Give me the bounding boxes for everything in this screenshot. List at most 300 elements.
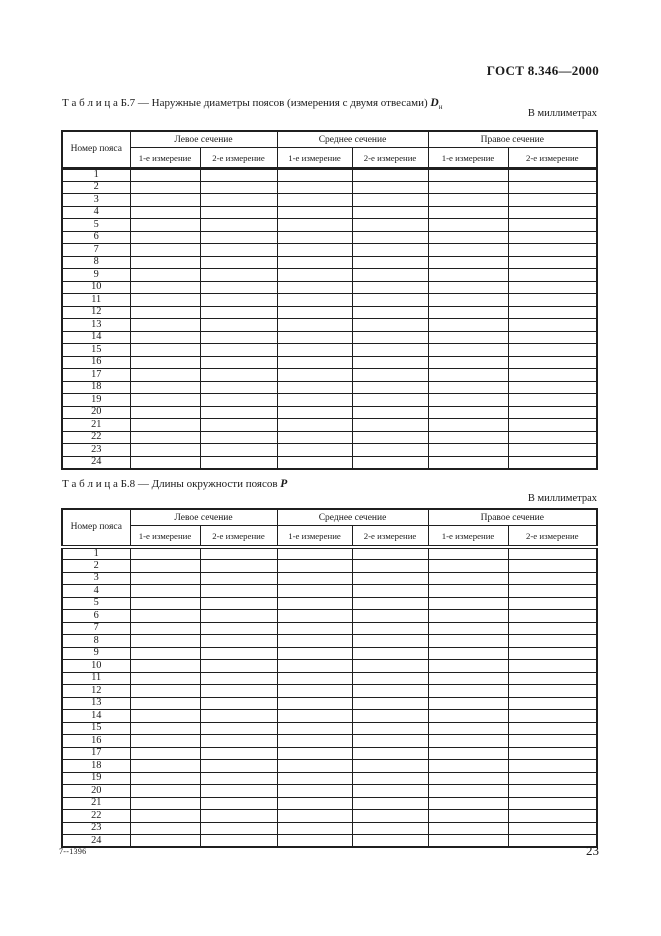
row-number: 1 (62, 169, 130, 182)
measurement-cell-empty (428, 822, 508, 835)
measurement-cell-empty (508, 585, 597, 598)
table-row (62, 585, 597, 598)
measurement-cell-empty (277, 231, 352, 244)
measurement-cell-empty (508, 194, 597, 207)
measurement-cell-empty (352, 547, 428, 560)
measurement-cell-empty (508, 647, 597, 660)
measurement-cell-empty (508, 169, 597, 182)
row-number: 10 (62, 660, 130, 673)
measurement-cell-empty (200, 406, 277, 419)
table-row (62, 822, 597, 835)
row-number: 1 (62, 547, 130, 560)
table-row (62, 785, 597, 798)
measurement-cell-empty (130, 647, 200, 660)
measurement-cell-empty (277, 747, 352, 760)
row-number: 15 (62, 722, 130, 735)
measurement-cell-empty (200, 810, 277, 823)
measurement-cell-empty (428, 356, 508, 369)
measurement-cell-empty (352, 647, 428, 660)
table-row (62, 572, 597, 585)
row-number: 22 (62, 810, 130, 823)
measurement-cell-empty (130, 710, 200, 723)
table-b7-symbol-subscript: н (438, 103, 443, 112)
column-header-belt-number: Номер пояса (62, 131, 130, 169)
measurement-cell-empty (508, 231, 597, 244)
table-b7-body (62, 169, 597, 469)
measurement-cell-empty (428, 444, 508, 457)
measurement-cell-empty (200, 369, 277, 382)
row-number: 21 (62, 419, 130, 432)
measurement-cell-empty (428, 181, 508, 194)
measurement-cell-empty (352, 760, 428, 773)
table-row (62, 419, 597, 432)
table-b7-units-note: В миллиметрах (527, 108, 597, 119)
measurement-cell-empty (277, 610, 352, 623)
measurement-cell-empty (508, 319, 597, 332)
measurement-cell-empty (200, 431, 277, 444)
measurement-cell-empty (508, 697, 597, 710)
row-number: 3 (62, 572, 130, 585)
measurement-cell-empty (277, 597, 352, 610)
table-row (62, 344, 597, 357)
measurement-cell-empty (428, 256, 508, 269)
measurement-cell-empty (428, 585, 508, 598)
print-order-mark: 7--1396 (59, 847, 87, 856)
measurement-cell-empty (200, 269, 277, 282)
measurement-cell-empty (277, 710, 352, 723)
measurement-cell-empty (200, 394, 277, 407)
measurement-cell-empty (508, 685, 597, 698)
measurement-cell-empty (508, 722, 597, 735)
row-number: 5 (62, 219, 130, 232)
measurement-cell-empty (508, 660, 597, 673)
measurement-cell-empty (200, 294, 277, 307)
row-number: 7 (62, 622, 130, 635)
measurement-cell-empty (200, 710, 277, 723)
measurement-cell-empty (200, 244, 277, 257)
table-row (62, 547, 597, 560)
measurement-cell-empty (200, 685, 277, 698)
row-number: 13 (62, 319, 130, 332)
table-row (62, 456, 597, 469)
measurement-cell-empty (352, 444, 428, 457)
table-b7-caption-text: Т а б л и ц а Б.7 — Наружные диаметры поясов (измерения с двумя отвесами) (62, 97, 431, 109)
measurement-cell-empty (130, 572, 200, 585)
row-number: 4 (62, 585, 130, 598)
measurement-cell-empty (352, 685, 428, 698)
row-number: 19 (62, 772, 130, 785)
table-row (62, 710, 597, 723)
column-header-right-section: Правое сечение (428, 131, 597, 148)
measurement-cell-empty (130, 597, 200, 610)
column-header-middle-measure-1: 1-е измерение (277, 148, 352, 169)
measurement-cell-empty (352, 572, 428, 585)
measurement-cell-empty (428, 722, 508, 735)
column-header-belt-number: Номер пояса (62, 509, 130, 547)
measurement-cell-empty (130, 560, 200, 573)
row-number: 12 (62, 306, 130, 319)
measurement-cell-empty (352, 206, 428, 219)
table-row (62, 206, 597, 219)
measurement-cell-empty (130, 181, 200, 194)
table-b8-caption (62, 478, 607, 492)
measurement-cell-empty (130, 206, 200, 219)
table-row (62, 269, 597, 282)
measurement-cell-empty (352, 785, 428, 798)
measurement-cell-empty (352, 835, 428, 848)
measurement-cell-empty (428, 281, 508, 294)
measurement-cell-empty (428, 194, 508, 207)
measurement-cell-empty (130, 585, 200, 598)
measurement-cell-empty (352, 610, 428, 623)
row-number: 15 (62, 344, 130, 357)
row-number: 22 (62, 431, 130, 444)
measurement-cell-empty (428, 381, 508, 394)
column-header-middle-measure-1: 1-е измерение (277, 526, 352, 548)
measurement-cell-empty (277, 735, 352, 748)
measurement-cell-empty (277, 294, 352, 307)
measurement-cell-empty (428, 456, 508, 469)
measurement-cell-empty (200, 647, 277, 660)
measurement-cell-empty (277, 647, 352, 660)
measurement-cell-empty (352, 735, 428, 748)
row-number: 20 (62, 785, 130, 798)
row-number: 2 (62, 560, 130, 573)
measurement-cell-empty (130, 194, 200, 207)
table-row (62, 169, 597, 182)
row-number: 23 (62, 444, 130, 457)
measurement-cell-empty (508, 735, 597, 748)
measurement-cell-empty (200, 169, 277, 182)
measurement-cell-empty (428, 797, 508, 810)
table-row (62, 181, 597, 194)
row-number: 18 (62, 760, 130, 773)
measurement-cell-empty (200, 231, 277, 244)
measurement-cell-empty (352, 256, 428, 269)
measurement-cell-empty (200, 281, 277, 294)
measurement-cell-empty (428, 647, 508, 660)
table-row (62, 256, 597, 269)
measurement-cell-empty (277, 306, 352, 319)
measurement-cell-empty (277, 835, 352, 848)
measurement-cell-empty (428, 231, 508, 244)
measurement-cell-empty (130, 306, 200, 319)
row-number: 6 (62, 231, 130, 244)
measurement-cell-empty (130, 369, 200, 382)
measurement-cell-empty (130, 431, 200, 444)
measurement-cell-empty (130, 344, 200, 357)
measurement-cell-empty (508, 394, 597, 407)
column-header-middle-measure-2: 2-е измерение (352, 526, 428, 548)
measurement-cell-empty (508, 206, 597, 219)
table-row (62, 281, 597, 294)
row-number: 8 (62, 256, 130, 269)
measurement-cell-empty (508, 344, 597, 357)
measurement-cell-empty (277, 635, 352, 648)
table-row (62, 231, 597, 244)
page-number: 23 (586, 843, 599, 858)
measurement-cell-empty (352, 394, 428, 407)
measurement-cell-empty (352, 747, 428, 760)
row-number: 9 (62, 647, 130, 660)
measurement-cell-empty (428, 219, 508, 232)
measurement-cell-empty (277, 685, 352, 698)
measurement-cell-empty (200, 597, 277, 610)
measurement-cell-empty (352, 406, 428, 419)
measurement-cell-empty (200, 419, 277, 432)
row-number: 21 (62, 797, 130, 810)
measurement-cell-empty (200, 747, 277, 760)
row-number: 16 (62, 735, 130, 748)
measurement-cell-empty (200, 635, 277, 648)
table-row (62, 685, 597, 698)
row-number: 4 (62, 206, 130, 219)
measurement-cell-empty (277, 797, 352, 810)
measurement-cell-empty (277, 406, 352, 419)
measurement-cell-empty (428, 169, 508, 182)
row-number: 17 (62, 369, 130, 382)
measurement-cell-empty (130, 672, 200, 685)
measurement-cell-empty (352, 319, 428, 332)
measurement-cell-empty (277, 431, 352, 444)
measurement-cell-empty (428, 635, 508, 648)
measurement-cell-empty (352, 456, 428, 469)
measurement-cell-empty (200, 444, 277, 457)
measurement-cell-empty (200, 660, 277, 673)
table-row (62, 560, 597, 573)
column-header-left-measure-1: 1-е измерение (130, 526, 200, 548)
measurement-cell-empty (428, 610, 508, 623)
measurement-cell-empty (277, 256, 352, 269)
row-number: 11 (62, 294, 130, 307)
table-row (62, 394, 597, 407)
measurement-cell-empty (428, 597, 508, 610)
table-row (62, 835, 597, 848)
row-number: 6 (62, 610, 130, 623)
measurement-cell-empty (277, 697, 352, 710)
measurement-cell-empty (508, 219, 597, 232)
measurement-cell-empty (130, 735, 200, 748)
measurement-cell-empty (277, 419, 352, 432)
measurement-cell-empty (130, 685, 200, 698)
measurement-cell-empty (428, 572, 508, 585)
measurement-cell-empty (352, 797, 428, 810)
measurement-cell-empty (428, 394, 508, 407)
measurement-cell-empty (352, 635, 428, 648)
measurement-cell-empty (130, 419, 200, 432)
table-b8-header (62, 509, 597, 547)
table-b7-symbol: D (430, 97, 439, 109)
measurement-cell-empty (508, 635, 597, 648)
table-row (62, 294, 597, 307)
measurement-cell-empty (200, 344, 277, 357)
measurement-cell-empty (428, 431, 508, 444)
measurement-cell-empty (200, 585, 277, 598)
measurement-cell-empty (200, 256, 277, 269)
measurement-cell-empty (130, 660, 200, 673)
measurement-cell-empty (428, 547, 508, 560)
measurement-cell-empty (200, 622, 277, 635)
measurement-cell-empty (200, 381, 277, 394)
table-b7-header (62, 131, 597, 169)
measurement-cell-empty (508, 597, 597, 610)
measurement-cell-empty (277, 181, 352, 194)
table-row (62, 431, 597, 444)
measurement-cell-empty (277, 331, 352, 344)
measurement-cell-empty (277, 547, 352, 560)
measurement-cell-empty (277, 219, 352, 232)
measurement-cell-empty (200, 672, 277, 685)
measurement-cell-empty (130, 269, 200, 282)
measurement-cell-empty (277, 281, 352, 294)
measurement-cell-empty (428, 294, 508, 307)
measurement-cell-empty (428, 672, 508, 685)
measurement-cell-empty (428, 772, 508, 785)
measurement-cell-empty (277, 206, 352, 219)
table-b7 (61, 130, 598, 470)
measurement-cell-empty (130, 394, 200, 407)
table-row (62, 810, 597, 823)
measurement-cell-empty (130, 697, 200, 710)
measurement-cell-empty (352, 560, 428, 573)
measurement-cell-empty (428, 331, 508, 344)
column-header-middle-section: Среднее сечение (277, 131, 428, 148)
measurement-cell-empty (200, 547, 277, 560)
measurement-cell-empty (508, 369, 597, 382)
measurement-cell-empty (200, 331, 277, 344)
measurement-cell-empty (130, 797, 200, 810)
measurement-cell-empty (277, 244, 352, 257)
table-row (62, 194, 597, 207)
measurement-cell-empty (277, 810, 352, 823)
measurement-cell-empty (508, 306, 597, 319)
measurement-cell-empty (352, 772, 428, 785)
measurement-cell-empty (200, 219, 277, 232)
measurement-cell-empty (200, 697, 277, 710)
table-row (62, 797, 597, 810)
measurement-cell-empty (130, 244, 200, 257)
measurement-cell-empty (352, 585, 428, 598)
table-b8-body (62, 547, 597, 847)
measurement-cell-empty (352, 672, 428, 685)
table-row (62, 369, 597, 382)
measurement-cell-empty (508, 572, 597, 585)
table-row (62, 306, 597, 319)
document-code: ГОСТ 8.346—2000 (486, 63, 599, 78)
row-number: 7 (62, 244, 130, 257)
column-header-right-measure-2: 2-е измерение (508, 526, 597, 548)
measurement-cell-empty (508, 547, 597, 560)
row-number: 3 (62, 194, 130, 207)
row-number: 20 (62, 406, 130, 419)
measurement-cell-empty (200, 319, 277, 332)
measurement-cell-empty (428, 622, 508, 635)
measurement-cell-empty (352, 356, 428, 369)
table-b8-caption-text: Т а б л и ц а Б.8 — Длины окружности поясов (62, 478, 281, 490)
measurement-cell-empty (428, 735, 508, 748)
measurement-cell-empty (130, 456, 200, 469)
table-row (62, 735, 597, 748)
measurement-cell-empty (508, 281, 597, 294)
measurement-cell-empty (200, 735, 277, 748)
measurement-cell-empty (277, 344, 352, 357)
measurement-cell-empty (428, 785, 508, 798)
measurement-cell-empty (508, 747, 597, 760)
measurement-cell-empty (428, 685, 508, 698)
measurement-cell-empty (130, 822, 200, 835)
measurement-cell-empty (508, 772, 597, 785)
measurement-cell-empty (352, 722, 428, 735)
column-header-left-measure-2: 2-е измерение (200, 148, 277, 169)
measurement-cell-empty (130, 169, 200, 182)
measurement-cell-empty (130, 231, 200, 244)
column-header-left-section: Левое сечение (130, 131, 277, 148)
measurement-cell-empty (277, 456, 352, 469)
row-number: 8 (62, 635, 130, 648)
measurement-cell-empty (508, 610, 597, 623)
measurement-cell-empty (352, 281, 428, 294)
measurement-cell-empty (352, 219, 428, 232)
measurement-cell-empty (352, 381, 428, 394)
measurement-cell-empty (277, 672, 352, 685)
table-row (62, 772, 597, 785)
measurement-cell-empty (130, 622, 200, 635)
table-row (62, 760, 597, 773)
measurement-cell-empty (428, 760, 508, 773)
measurement-cell-empty (200, 610, 277, 623)
measurement-cell-empty (428, 835, 508, 848)
column-header-right-measure-1: 1-е измерение (428, 148, 508, 169)
measurement-cell-empty (508, 331, 597, 344)
measurement-cell-empty (277, 269, 352, 282)
measurement-cell-empty (352, 622, 428, 635)
measurement-cell-empty (352, 306, 428, 319)
measurement-cell-empty (277, 785, 352, 798)
column-header-left-measure-1: 1-е измерение (130, 148, 200, 169)
measurement-cell-empty (200, 797, 277, 810)
measurement-cell-empty (352, 294, 428, 307)
measurement-cell-empty (352, 344, 428, 357)
table-row (62, 356, 597, 369)
measurement-cell-empty (200, 772, 277, 785)
measurement-cell-empty (352, 597, 428, 610)
measurement-cell-empty (352, 194, 428, 207)
measurement-cell-empty (428, 319, 508, 332)
measurement-cell-empty (508, 672, 597, 685)
table-row (62, 219, 597, 232)
measurement-cell-empty (130, 406, 200, 419)
column-header-right-measure-1: 1-е измерение (428, 526, 508, 548)
measurement-cell-empty (508, 560, 597, 573)
measurement-cell-empty (200, 181, 277, 194)
measurement-cell-empty (130, 256, 200, 269)
measurement-cell-empty (130, 281, 200, 294)
measurement-cell-empty (428, 747, 508, 760)
measurement-cell-empty (352, 331, 428, 344)
measurement-cell-empty (508, 444, 597, 457)
row-number: 19 (62, 394, 130, 407)
measurement-cell-empty (352, 231, 428, 244)
row-number: 11 (62, 672, 130, 685)
measurement-cell-empty (277, 394, 352, 407)
measurement-cell-empty (277, 169, 352, 182)
table-row (62, 597, 597, 610)
table-b8 (61, 508, 598, 848)
measurement-cell-empty (200, 456, 277, 469)
measurement-cell-empty (508, 294, 597, 307)
table-row (62, 660, 597, 673)
measurement-cell-empty (428, 660, 508, 673)
